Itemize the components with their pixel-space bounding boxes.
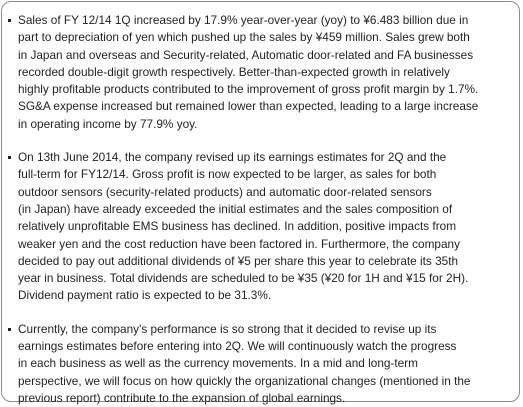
bullet-list <box>7 12 519 407</box>
paragraph-text: On 13th June 2014, the company revised up its earnings estimates for 2Q and the full-term for FY12/14. Gross profit is now expected to be larger, as sales for both outdoor sensors (security-related products) and automatic door-related sensors (in Japan) have already exceeded the initial estimates and the sales composition of relatively unprofitable EMS business has declined. In addition, positive impacts from weaker yen and the cost reduction have been factored in. Furthermore, the company decided to pay out additional dividends of ¥5 per share this year to celebrate its 35th year in business. Total dividends are scheduled to be ¥35 (¥20 for 1H and ¥15 for 2H). Dividend payment ratio is expected to be 31.3%. <box>18 150 469 303</box>
summary-panel <box>1 1 520 405</box>
bullet-marker <box>8 328 11 331</box>
bullet-marker <box>8 19 11 22</box>
bullet-marker <box>8 156 11 159</box>
bullet-item-sales <box>7 12 519 133</box>
paragraph-text: Sales of FY 12/14 1Q increased by 17.9% year-over-year (yoy) to ¥6.483 billion due in part to depreciation of yen which pushed up the sales by ¥459 million. Sales grew both in Japan and overseas and Security-related, Automatic door-related and FA businesses recorded double-digit growth respectively. Better-than-expected growth in relatively highly profitable products contributed to the improvement of gross profit margin by 1.7%. SG&A expense increased but remained lower than expected, leading to a large increase in operating income by 77.9% yoy. <box>18 13 479 131</box>
bullet-item-estimates <box>7 149 519 305</box>
bullet-item-outlook <box>7 321 519 407</box>
paragraph-text: Currently, the company's performance is so strong that it decided to revise up its earnings estimates before entering into 2Q. We will continuously watch the progress in each business as well as the currency movements. In a mid and long-term perspective, we will focus on how quickly the organizational changes (mentioned in the previous report) contribute to the expansion of global earnings. <box>18 321 471 405</box>
